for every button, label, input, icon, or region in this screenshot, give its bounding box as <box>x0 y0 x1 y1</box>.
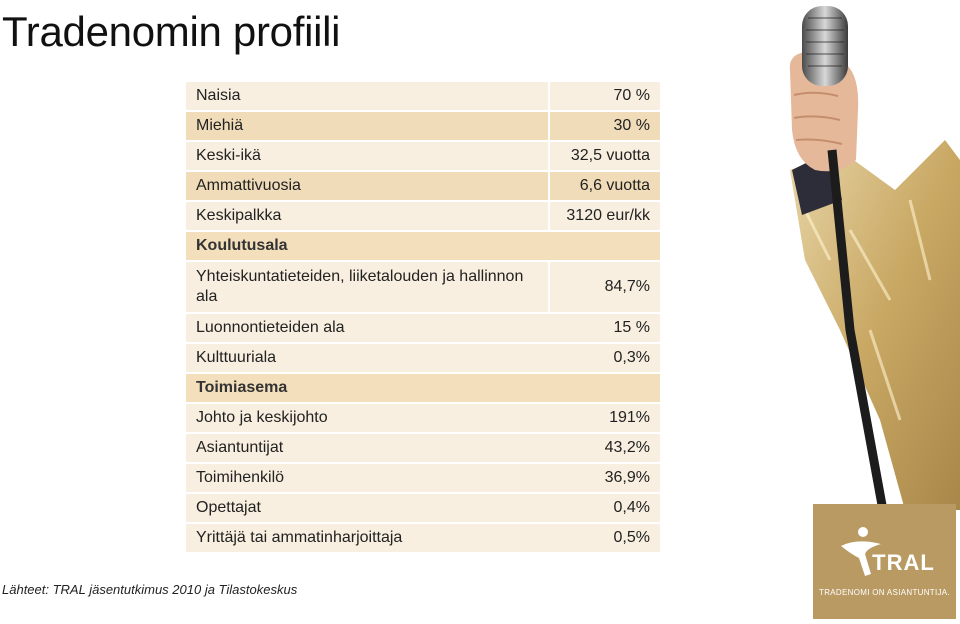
row-label: Miehiä <box>186 112 548 140</box>
table-row <box>186 464 660 492</box>
row-label: Kulttuuriala <box>186 344 660 372</box>
row-value: 30 % <box>550 112 660 140</box>
table-row <box>186 112 660 140</box>
row-value: 0,4% <box>613 499 650 516</box>
table-row <box>186 494 660 522</box>
row-value: 32,5 vuotta <box>550 142 660 170</box>
row-label: Ammattivuosia <box>186 172 548 200</box>
row-value: 70 % <box>550 82 660 110</box>
row-label: Toimihenkilö <box>186 464 660 492</box>
row-value: 36,9% <box>604 469 650 486</box>
table-row <box>186 404 660 432</box>
table-row <box>186 262 660 312</box>
row-value: 191% <box>609 409 650 426</box>
row-value: 3120 eur/kk <box>550 202 660 230</box>
table-row <box>186 202 660 230</box>
source-footnote: Lähteet: TRAL jäsentutkimus 2010 ja Tilastokeskus <box>2 582 298 597</box>
tral-logo <box>813 504 956 619</box>
logo-tagline: TRADENOMI ON ASIANTUNTIJA. <box>819 588 950 597</box>
row-label: Keski-ikä <box>186 142 548 170</box>
row-value: 43,2% <box>604 439 650 456</box>
microphone-singer-image <box>770 0 960 510</box>
row-value: 15 % <box>613 319 650 336</box>
row-label: Naisia <box>186 82 548 110</box>
logo-brand: TRAL <box>872 550 935 575</box>
section-header-koulutusala <box>186 232 660 260</box>
row-label: Keskipalkka <box>186 202 548 230</box>
row-label: Opettajat <box>186 494 660 522</box>
row-value: 84,7% <box>550 262 660 312</box>
table-row <box>186 314 660 342</box>
row-value: 0,5% <box>613 529 650 546</box>
table-row <box>186 82 660 110</box>
profile-table <box>186 82 660 554</box>
table-row <box>186 142 660 170</box>
table-row <box>186 524 660 552</box>
table-row <box>186 344 660 372</box>
section-label: Toimiasema <box>186 374 660 402</box>
row-label: Yrittäjä tai ammatinharjoittaja <box>186 524 660 552</box>
row-label: Asiantuntijat <box>186 434 660 462</box>
row-label: Luonnontieteiden ala <box>186 314 660 342</box>
table-row <box>186 172 660 200</box>
row-value: 6,6 vuotta <box>550 172 660 200</box>
section-label: Koulutusala <box>186 232 660 260</box>
row-label: Johto ja keskijohto <box>186 404 660 432</box>
table-row <box>186 434 660 462</box>
row-label: Yhteiskuntatieteiden, liiketalouden ja hallinnon ala <box>186 262 548 312</box>
row-value: 0,3% <box>613 349 650 366</box>
section-header-toimiasema <box>186 374 660 402</box>
page-title: Tradenomin profiili <box>2 8 341 55</box>
